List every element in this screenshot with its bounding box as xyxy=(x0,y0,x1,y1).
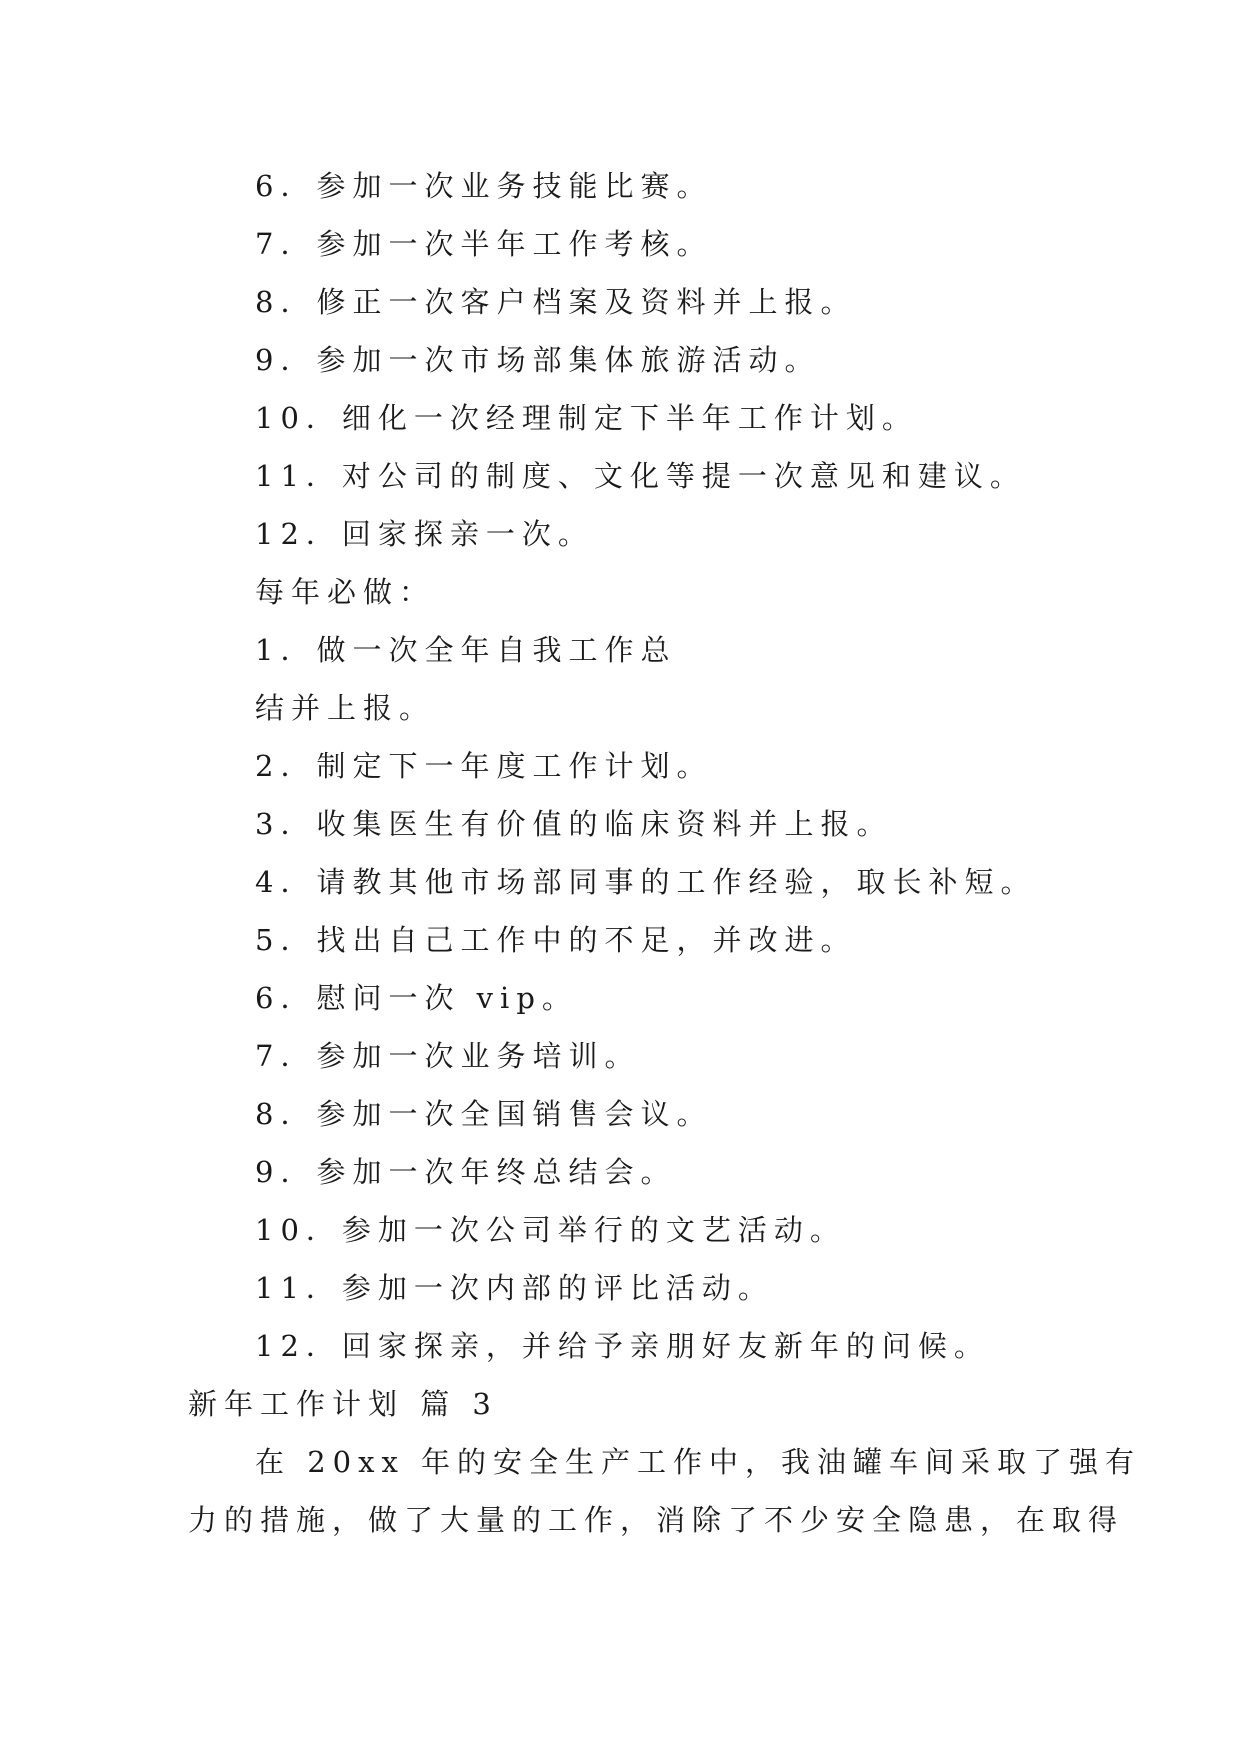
list-item: 11．参加一次内部的评比活动。 xyxy=(255,1271,774,1305)
list-item: 8．修正一次客户档案及资料并上报。 xyxy=(255,285,857,319)
list-item: 12．回家探亲，并给予亲朋好友新年的问候。 xyxy=(255,1329,990,1363)
list-item: 1．做一次全年自我工作总 xyxy=(255,633,677,667)
list-item: 8．参加一次全国销售会议。 xyxy=(255,1097,713,1131)
paragraph-line: 在 20xx 年的安全生产工作中，我油罐车间采取了强有 xyxy=(255,1445,1142,1479)
list-item: 11．对公司的制度、文化等提一次意见和建议。 xyxy=(255,459,1026,493)
list-item: 7．参加一次业务培训。 xyxy=(255,1039,641,1073)
yearly-heading: 每年必做： xyxy=(255,575,436,609)
list-item: 9．参加一次市场部集体旅游活动。 xyxy=(255,343,821,377)
section-title: 新年工作计划 篇 3 xyxy=(188,1387,498,1421)
list-item: 10．细化一次经理制定下半年工作计划。 xyxy=(255,401,918,435)
list-item: 2．制定下一年度工作计划。 xyxy=(255,749,713,783)
list-item-continuation: 结并上报。 xyxy=(255,691,436,725)
paragraph-line: 力的措施，做了大量的工作，消除了不少安全隐患，在取得 xyxy=(188,1503,1125,1537)
list-item: 7．参加一次半年工作考核。 xyxy=(255,227,713,261)
list-item: 4．请教其他市场部同事的工作经验，取长补短。 xyxy=(255,865,1037,899)
list-item: 9．参加一次年终总结会。 xyxy=(255,1155,677,1189)
list-item: 12．回家探亲一次。 xyxy=(255,517,594,551)
list-item: 6．慰问一次 vip。 xyxy=(255,981,578,1015)
list-item: 10．参加一次公司举行的文艺活动。 xyxy=(255,1213,846,1247)
list-item: 3．收集医生有价值的临床资料并上报。 xyxy=(255,807,893,841)
list-item: 6．参加一次业务技能比赛。 xyxy=(255,169,713,203)
list-item: 5．找出自己工作中的不足，并改进。 xyxy=(255,923,857,957)
